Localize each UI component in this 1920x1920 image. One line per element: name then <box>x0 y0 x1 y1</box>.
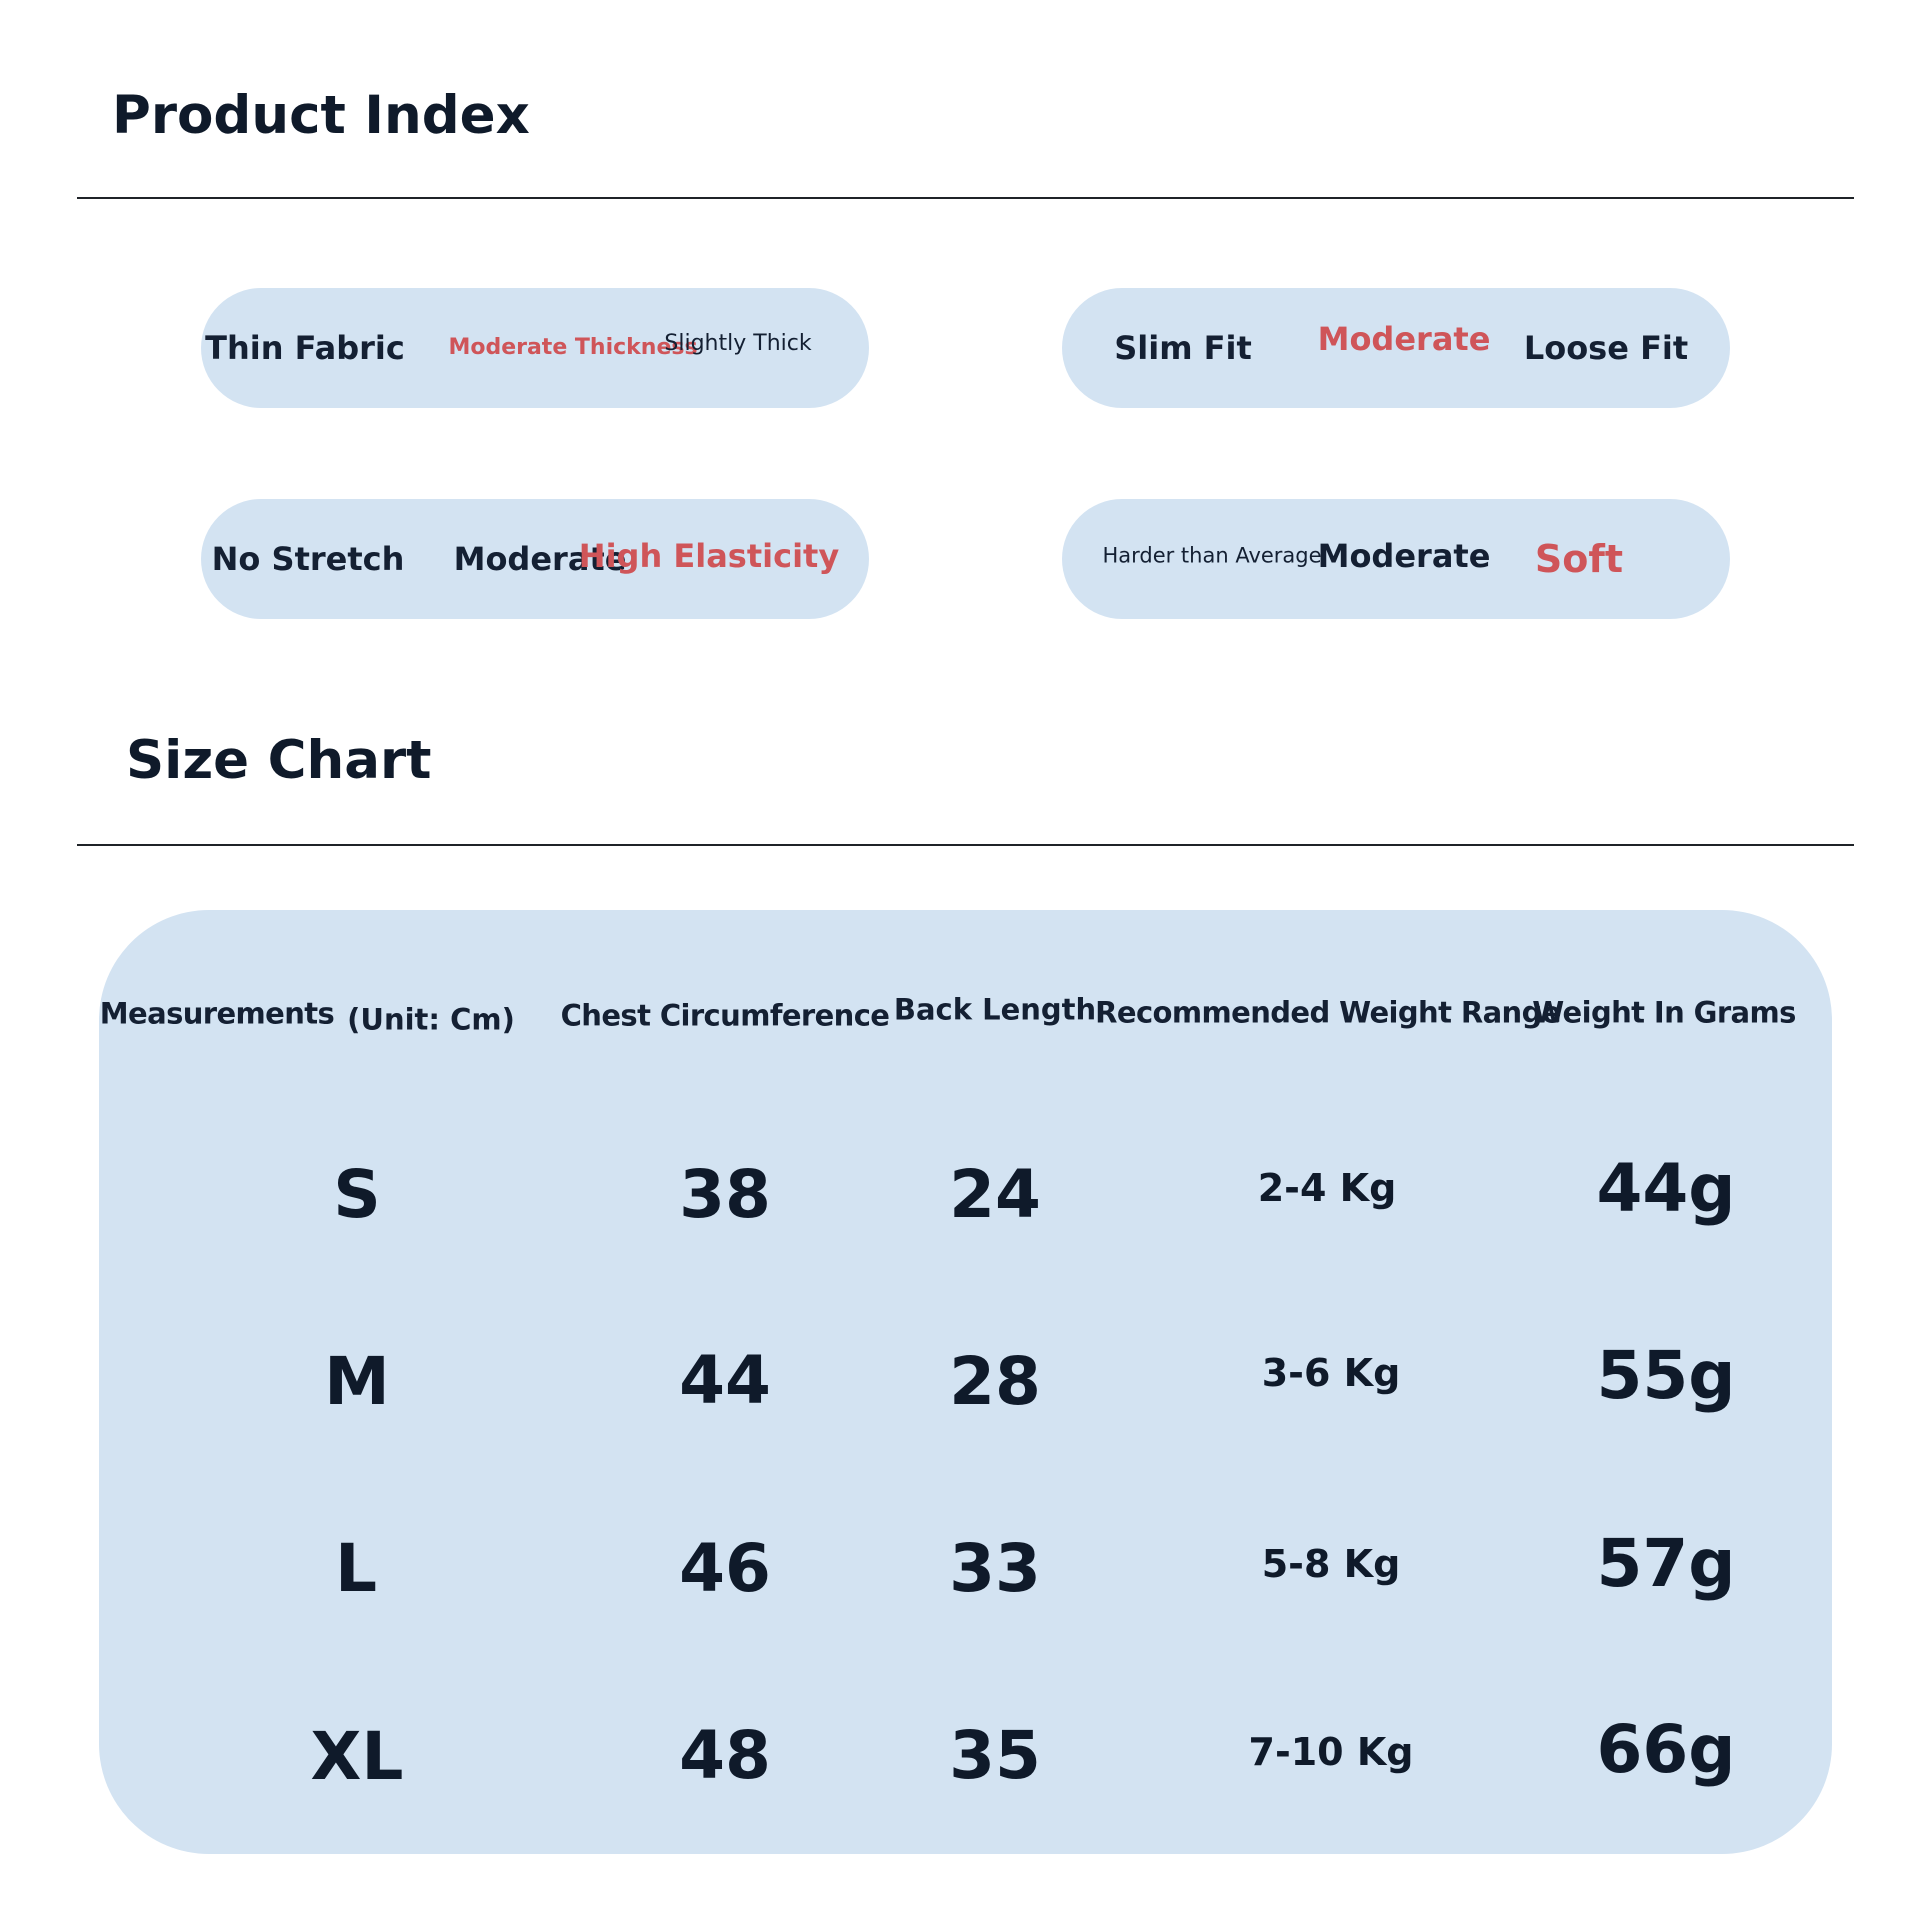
back-length-value: 24 <box>949 1156 1041 1233</box>
size-chart-title: Size Chart <box>126 730 432 791</box>
option-slim-fit: Slim Fit <box>1114 329 1252 367</box>
header-weight-in-grams: Weight In Grams <box>1532 995 1796 1030</box>
back-length-value: 33 <box>949 1530 1041 1607</box>
weight-grams-value: 57g <box>1596 1525 1736 1602</box>
product-index-title: Product Index <box>112 85 530 146</box>
option-harder-than-average: Harder than Average <box>1102 543 1322 568</box>
option-slightly-thick: Slightly Thick <box>664 331 812 356</box>
option-moderate-softness: Moderate <box>1317 537 1491 575</box>
weight-range-value: 5-8 Kg <box>1261 1542 1401 1586</box>
chest-value: 48 <box>679 1717 771 1794</box>
size-label: M <box>324 1343 390 1420</box>
size-label: XL <box>310 1718 404 1795</box>
option-moderate-thickness: Moderate Thickness <box>448 335 698 360</box>
size-label: S <box>333 1156 381 1233</box>
size-label: L <box>334 1530 378 1607</box>
option-no-stretch: No Stretch <box>211 540 405 578</box>
back-length-value: 35 <box>949 1717 1041 1794</box>
weight-grams-value: 55g <box>1596 1337 1736 1414</box>
option-high-elasticity: High Elasticity <box>578 537 840 575</box>
weight-range-value: 3-6 Kg <box>1261 1351 1401 1395</box>
chest-value: 46 <box>679 1530 771 1607</box>
header-recommended-weight-range: Recommended Weight Range <box>1095 995 1561 1030</box>
elasticity-scale <box>201 499 869 619</box>
chest-value: 44 <box>679 1342 771 1419</box>
weight-grams-value: 44g <box>1596 1150 1736 1227</box>
option-soft: Soft <box>1534 537 1624 581</box>
fit-scale <box>1062 288 1730 408</box>
header-unit: (Unit: Cm) <box>347 1002 515 1037</box>
section-divider <box>77 197 1854 199</box>
weight-range-value: 7-10 Kg <box>1248 1730 1414 1774</box>
fabric-thickness-scale <box>201 288 869 408</box>
option-loose-fit: Loose Fit <box>1523 329 1689 367</box>
size-chart-table <box>99 910 1832 1854</box>
softness-scale <box>1062 499 1730 619</box>
option-moderate-elasticity: Moderate <box>453 540 627 578</box>
weight-range-value: 2-4 Kg <box>1257 1166 1397 1210</box>
option-moderate-fit: Moderate <box>1317 320 1491 358</box>
weight-grams-value: 66g <box>1596 1711 1736 1788</box>
option-thin-fabric: Thin Fabric <box>205 329 405 367</box>
chest-value: 38 <box>679 1156 771 1233</box>
back-length-value: 28 <box>949 1343 1041 1420</box>
section-divider <box>77 844 1854 846</box>
header-back-length: Back Length <box>893 992 1097 1027</box>
header-chest-circumference: Chest Circumference <box>560 998 890 1033</box>
header-measurements: Measurements <box>99 996 335 1031</box>
